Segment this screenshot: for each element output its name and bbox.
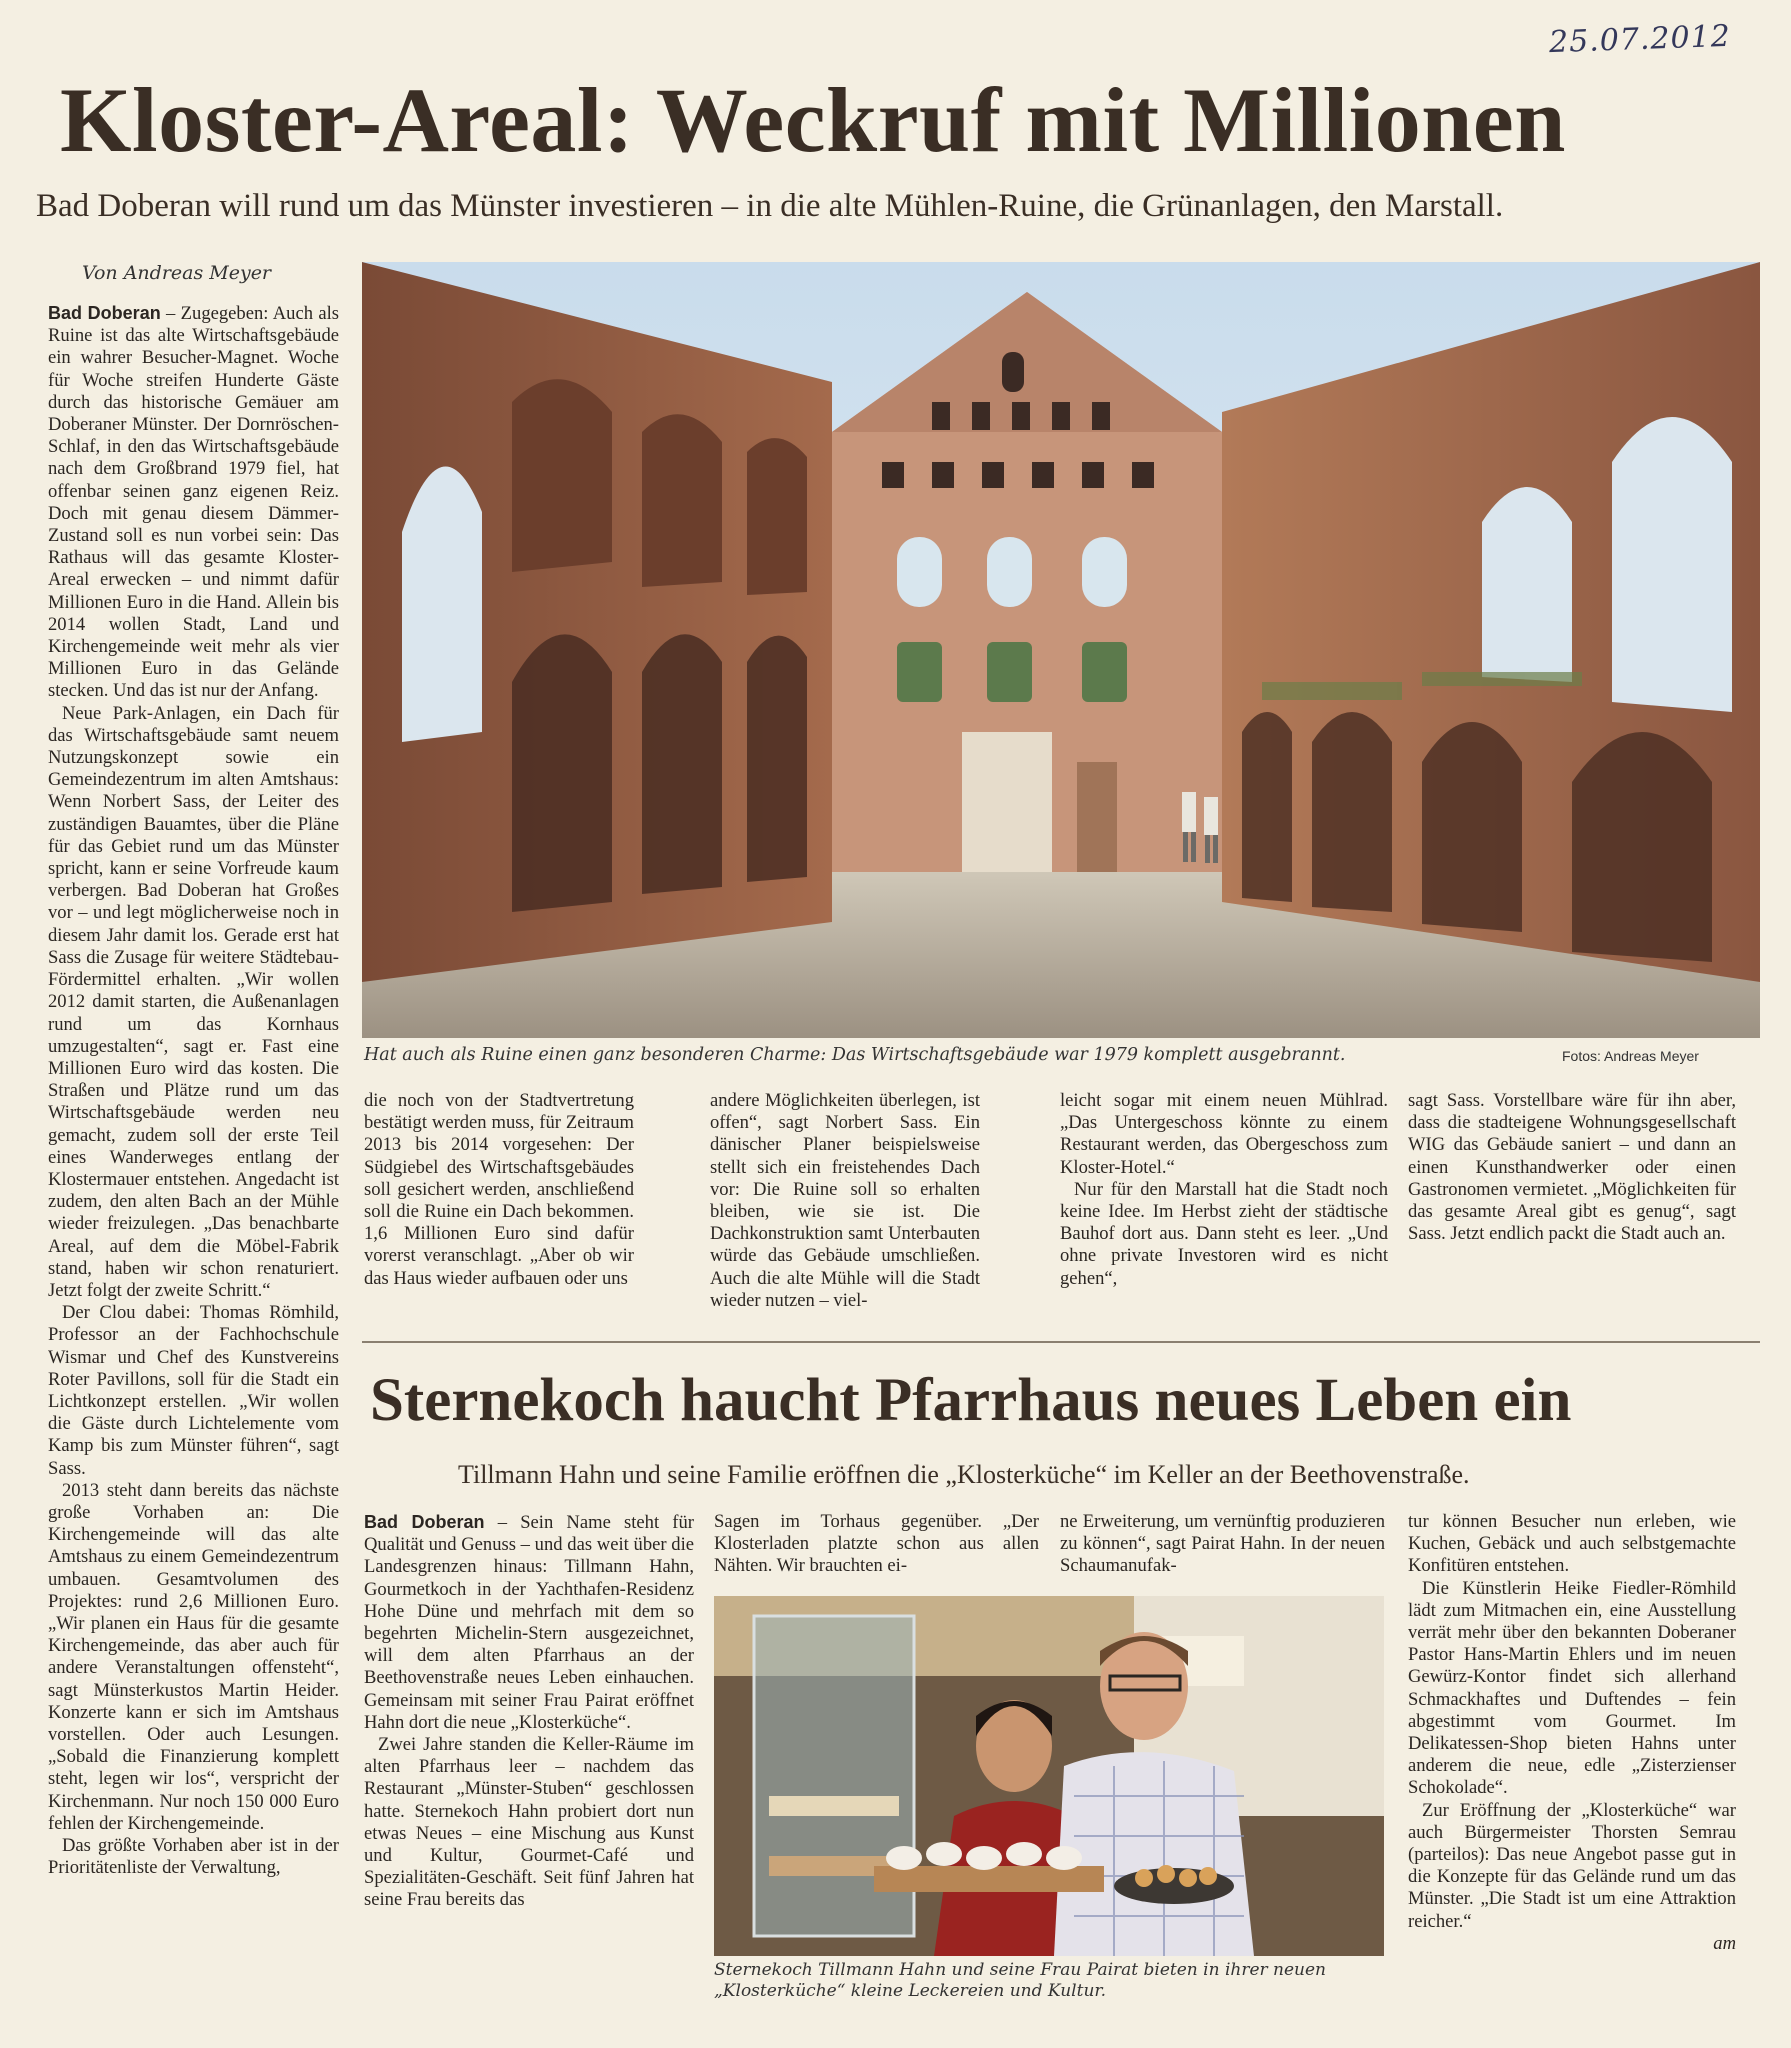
article-divider bbox=[362, 1341, 1760, 1343]
byline: Von Andreas Meyer bbox=[82, 262, 272, 284]
handwritten-date: 25.07.2012 bbox=[1548, 18, 1732, 61]
article2-column-3: ne Erweiterung, um vernünftig produzieren zu können“, sagt Pairat Hahn. In der neuen Schaumanufak- bbox=[1060, 1511, 1385, 1577]
article1-column-3: andere Möglichkeiten überlegen, ist offen“, sagt Norbert Sass. Ein dänischer Planer beispielsweise stellt sich ein freistehendes Dach vor: Die Ruine soll so erhalten bleiben, wie sie ist. Die Dachkonstruktion samt Unterbauten würde das Gebäude umschließen. Auch die alte Mühle will die Stadt wieder nutzen – viel- bbox=[710, 1090, 980, 1311]
subheadline: Bad Doberan will rund um das Münster investieren – in die alte Mühlen-Ruine, die Grünanlagen, den Marstall. bbox=[36, 188, 1504, 224]
photo-credit: Fotos: Andreas Meyer bbox=[1562, 1048, 1699, 1064]
article1-column-1: Bad Doberan – Zugegeben: Auch als Ruine ist das alte Wirtschaftsgebäude ein wahrer Besucher-Magnet. Woche für Woche streifen Hunderte Gäste durch das historische Gemäuer am Doberaner Münster. Der Dornröschen-Schlaf, in den das Wirtschaftsgebäude nach dem Großbrand 1979 fiel, hat offenbar seinen ganz eigenen Reiz. Doch mit genau diesem Dämmer-Zustand soll es nun vorbei sein: Das Rathaus will das gesamte Kloster-Areal erwecken – und nimmt dafür Millionen Euro in die Hand. Allein bis 2014 wollen Stadt, Land und Kirchengemeinde weit mehr als vier Millionen Euro in das Gelände stecken. Und das ist nur der Anfang. Neue Park-Anlagen, ein Dach für das Wirtschaftsgebäude samt neuem Nutzungskonzept sowie ein Gemeindezentrum im alten Amtshaus: Wenn Norbert Sass, der Leiter des zuständigen Bauamtes, über die Pläne für das Gebiet rund um das Münster spricht, kann er seine Vorfreude kaum verbergen. Bad Doberan hat Großes vor – und legt möglicherweise noch in diesem Jahr damit los. Gerade erst hat Sass die Zusage für weitere Städtebau-Fördermittel erhalten. „Wir wollen 2012 damit starten, die Außenanlagen rund um das Kornhaus umzugestalten“, sagt er. Fast eine Millionen Euro wird das kosten. Die Straßen und Plätze rund um das Wirtschaftsgebäude werden neu gemacht, zudem soll der erste Teil eines Wanderweges entlang der Klostermauer entstehen. Angedacht ist zudem, den alten Bach an der Mühle wieder freizulegen. „Das benachbarte Areal, auf dem die Möbel-Fabrik stand, haben wir schon renaturiert. Jetzt folgt der zweite Schritt.“ Der Clou dabei: Thomas Römhild, Professor an der Fachhochschule Wismar und Chef des Kunstvereins Roter Pavillons, soll für die Stadt ein Lichtkonzept erstellen. „Wir wollen die Gäste durch Lichtelemente vom Kamp bis zum Münster führen“, sagt Sass. 2013 steht dann bereits das nächste große Vorhaben an: Die Kirchengemeinde will das alte Amtshaus zu einem Gemeindezentrum umbauen. Gesamtvolumen des Projektes: rund 2,6 Millionen Euro. „Wir planen ein Haus für die gesamte Kirchengemeinde, das aber auch für andere Veranstaltungen offensteht“, sagt Münsterkustos Martin Heider. Konzerte kann er sich im Amtshaus vorstellen. Oder auch Lesungen. „Sobald die Finanzierung komplett steht, legen wir los“, verspricht der Kirchenmann. Nur noch 150 000 Euro fehlen der Kirchengemeinde. Das größte Vorhaben aber ist in der Prioritätenliste der Verwaltung, bbox=[48, 303, 339, 1879]
article1-column-4: leicht sogar mit einem neuen Mühlrad. „Das Untergeschoss könnte zu einem Restaurant werden, das Obergeschoss zum Kloster-Hotel.“ Nur für den Marstall hat die Stadt noch keine Idee. Im Herbst zieht der städtische Bauhof dort aus. Dann steht es leer. „Und ohne private Investoren wird es nicht gehen“, bbox=[1060, 1090, 1388, 1289]
subheadline-2: Tillmann Hahn und seine Familie eröffnen die „Klosterküche“ im Keller an der Beethovenstraße. bbox=[458, 1460, 1470, 1489]
article2-column-2: Sagen im Torhaus gegenüber. „Der Klosterladen platzte schon aus allen Nähten. Wir brauchten ei- bbox=[714, 1511, 1039, 1577]
article2-column-4: tur können Besucher nun erleben, wie Kuchen, Gebäck und auch selbstgemachte Konfitüren entstehen. Die Künstlerin Heike Fiedler-Römhild lädt zum Mitmachen ein, eine Ausstellung verrät mehr über den bekannten Doberaner Pastor Hans-Martin Ehlers und im neuen Gewürz-Kontor findet sich allerhand Schmackhaftes und Duftendes – fein abgestimmt vom Gourmet. Im Delikatessen-Shop bieten Hahns unter anderem die neue, edle „Zisterzienser Schokolade“. Zur Eröffnung der „Klosterküche“ war auch Bürgermeister Thorsten Semrau (parteilos): Das neue Angebot passe gut in die Konzepte für das Gelände rund um das Münster. „Die Stadt ist um eine Attraktion reicher.“ am bbox=[1408, 1511, 1736, 1954]
chef-photo bbox=[714, 1596, 1384, 2006]
author-signature: am bbox=[1713, 1932, 1736, 1954]
article1-column-5: sagt Sass. Vorstellbare wäre für ihn aber, dass die stadteigene Wohnungsgesellschaft WIG das Gebäude saniert – und dann an einen Kunsthandwerker oder einen Gastronomen vermietet. „Möglichkeiten für das gesamte Areal gibt es genug“, sagt Sass. Jetzt endlich packt die Stadt auch an. bbox=[1408, 1090, 1736, 1245]
headline-2: Sternekoch haucht Pfarrhaus neues Leben ein bbox=[370, 1367, 1572, 1434]
ruin-photo bbox=[362, 262, 1760, 1038]
dateline-2: Bad Doberan bbox=[364, 1512, 485, 1532]
chef-photo-caption: Sternekoch Tillmann Hahn und seine Frau Pairat bieten in ihrer neuen „Klosterküche“ kleine Leckereien und Kultur. bbox=[714, 1960, 1327, 2001]
article1-column-2: die noch von der Stadtvertretung bestätigt werden muss, für Zeitraum 2013 bis 2014 vorgesehen: Der Südgiebel des Wirtschaftsgebäudes soll gesichert werden, anschließend soll die Ruine ein Dach bekommen. 1,6 Millionen Euro sind dafür vorerst veranschlagt. „Aber ob wir das Haus wieder aufbauen oder uns bbox=[364, 1090, 634, 1289]
headline: Kloster-Areal: Weckruf mit Millionen bbox=[60, 69, 1566, 171]
article2-column-1: Bad Doberan – Sein Name steht für Qualität und Genuss – und das weit über die Landesgrenzen hinaus: Tillmann Hahn, Gourmetkoch in der Yachthafen-Residenz Hohe Düne und mehrfach mit dem so begehrten Michelin-Stern ausgezeichnet, will dem alten Pfarrhaus an der Beethovenstraße neues Leben einhauchen. Gemeinsam mit seiner Frau Pairat eröffnet Hahn dort die neue „Klosterküche“. Zwei Jahre standen die Keller-Räume im alten Pfarrhaus leer – nachdem das Restaurant „Münster-Stuben“ geschlossen hatte. Sternekoch Hahn probiert dort nun etwas Neues – eine Mischung aus Kunst und Kultur, Gourmet-Café und Spezialitäten-Geschäft. Seit fünf Jahren hat seine Frau bereits das bbox=[364, 1512, 694, 1911]
ruin-photo-caption: Hat auch als Ruine einen ganz besonderen Charme: Das Wirtschaftsgebäude war 1979 komplett ausgebrannt. bbox=[364, 1045, 1346, 1065]
dateline: Bad Doberan bbox=[48, 303, 161, 323]
